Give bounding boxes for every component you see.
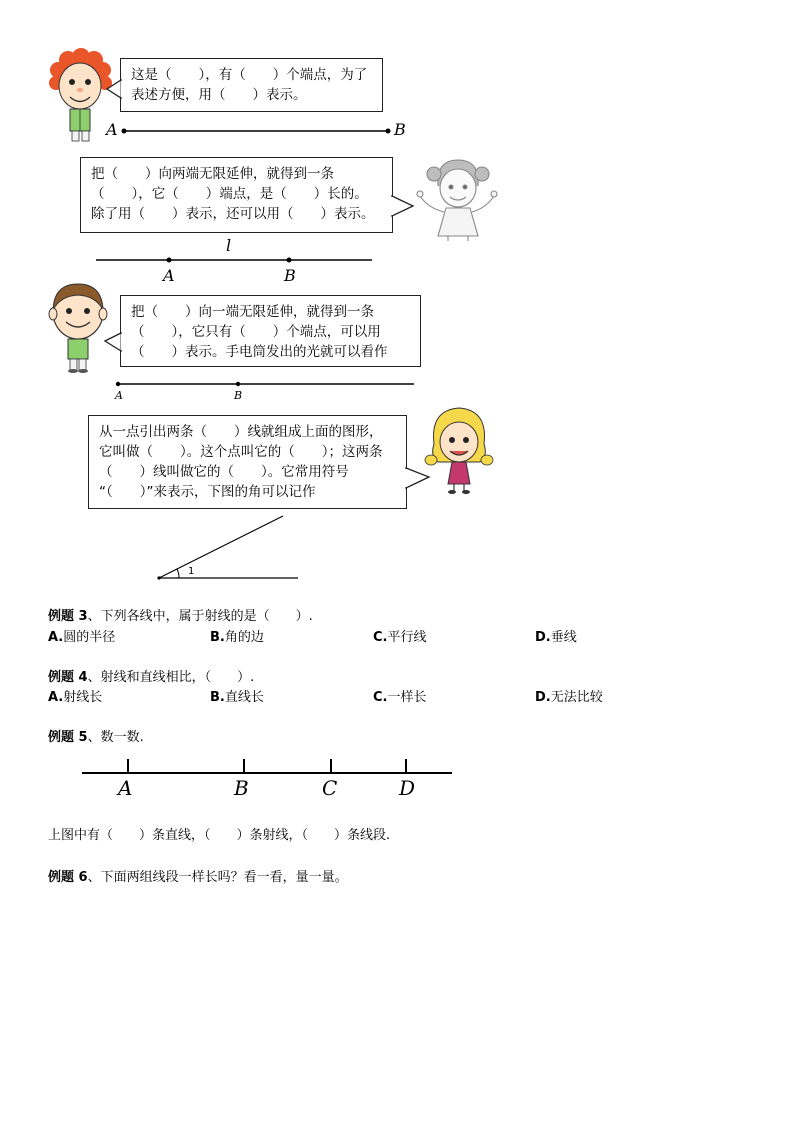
line-label-b: B (284, 266, 296, 285)
angle-figure (155, 512, 305, 584)
option-text: 一样长 (387, 690, 427, 705)
segment-figure (100, 118, 420, 142)
option-text: 角的边 (224, 630, 264, 645)
example-3-option-d[interactable] (535, 626, 577, 645)
point-label-b: B (234, 776, 249, 800)
option-letter: C. (373, 630, 388, 645)
bubble2-tail (391, 196, 415, 218)
example-4-question (48, 666, 254, 685)
example-5-number: 例题 5 (48, 730, 88, 745)
speech-bubble-angle (88, 415, 407, 509)
option-letter: D. (535, 690, 551, 705)
blonde-girl-illustration (428, 404, 490, 494)
option-letter: B. (210, 690, 225, 705)
bubble3-line-3: （ ）表示。手电筒发出的光就可以看作 (131, 344, 388, 360)
example-5-question (48, 726, 144, 745)
line-label-a: A (163, 266, 175, 285)
bubble4-line-2: 它叫做（ ）。这个点叫它的（ ）；这两条 (99, 444, 383, 460)
speech-bubble-ray (120, 295, 421, 367)
example-3-text: 、下列各线中，属于射线的是（ ）. (87, 609, 313, 624)
bubble4-line-1: 从一点引出两条（ ）线就组成上面的图形， (99, 424, 383, 440)
example-3-option-b[interactable] (210, 626, 264, 645)
option-text: 圆的半径 (63, 630, 116, 645)
example-5-count-question: 上图中有（ ）条直线，（ ）条射线，（ ）条线段. (48, 828, 391, 843)
bubble1-line-1: 这是（ ），有（ ）个端点，为了 (131, 67, 368, 83)
point-label-c: C (322, 776, 338, 800)
option-letter: C. (373, 690, 388, 705)
example-3-option-c[interactable] (373, 626, 427, 645)
ray-label-b: B (234, 389, 243, 402)
bubble2-line-3: 除了用（ ）表示，还可以用（ ）表示。 (91, 206, 375, 222)
ray-label-a: A (115, 389, 123, 402)
bubble3-line-1: 把（ ）向一端无限延伸，就得到一条 (131, 304, 374, 320)
example-6-question (48, 866, 348, 885)
example-3-option-a[interactable] (48, 626, 115, 645)
option-letter: A. (48, 630, 64, 645)
example-4-option-b[interactable] (210, 686, 264, 705)
example-5-text: 、数一数. (87, 730, 144, 745)
bubble1-tail (106, 80, 122, 100)
option-letter: A. (48, 690, 64, 705)
option-text: 垂线 (550, 630, 577, 645)
option-letter: B. (210, 630, 225, 645)
segment-label-b: B (394, 120, 406, 139)
bubble4-line-3: （ ）线叫做它的（ ）。它常用符号 (99, 464, 349, 480)
segment-label-a: A (106, 120, 118, 139)
example-4-text: 、射线和直线相比，（ ）. (87, 670, 255, 685)
angle-label: 1 (188, 566, 195, 577)
point-label-a: A (118, 776, 133, 800)
example-4-option-a[interactable] (48, 686, 102, 705)
example-4-option-c[interactable] (373, 686, 427, 705)
point-label-d: D (399, 776, 416, 800)
girl-outline-illustration (416, 156, 498, 242)
bubble4-line-4: “（ ）”来表示，下图的角可以记作 (99, 484, 316, 500)
line-label-l: l (226, 236, 232, 255)
option-letter: D. (535, 630, 551, 645)
speech-bubble-line (80, 157, 393, 233)
bubble3-tail (104, 333, 122, 353)
example-4-option-d[interactable] (535, 686, 603, 705)
option-text: 无法比较 (550, 690, 603, 705)
bubble3-line-2: （ ），它只有（ ）个端点，可以用 (131, 324, 381, 340)
option-text: 平行线 (387, 630, 427, 645)
bubble2-line-1: 把（ ）向两端无限延伸，就得到一条 (91, 166, 334, 182)
ray-figure (114, 378, 420, 392)
speech-bubble-segment (120, 58, 383, 112)
option-text: 直线长 (224, 690, 264, 705)
bubble2-line-2: （ ），它（ ）端点，是（ ）长的。 (91, 186, 368, 202)
example-6-text: 、下面两组线段一样长吗？看一看，量一量。 (87, 870, 348, 885)
option-text: 射线长 (63, 690, 103, 705)
example-6-number: 例题 6 (48, 870, 88, 885)
brown-haired-boy-illustration (48, 282, 108, 374)
example-3-question (48, 605, 313, 624)
line-figure (96, 250, 376, 270)
bubble1-line-2: 表述方便，用（ ）表示。 (131, 87, 307, 103)
example-4-number: 例题 4 (48, 670, 88, 685)
example-3-number: 例题 3 (48, 609, 88, 624)
